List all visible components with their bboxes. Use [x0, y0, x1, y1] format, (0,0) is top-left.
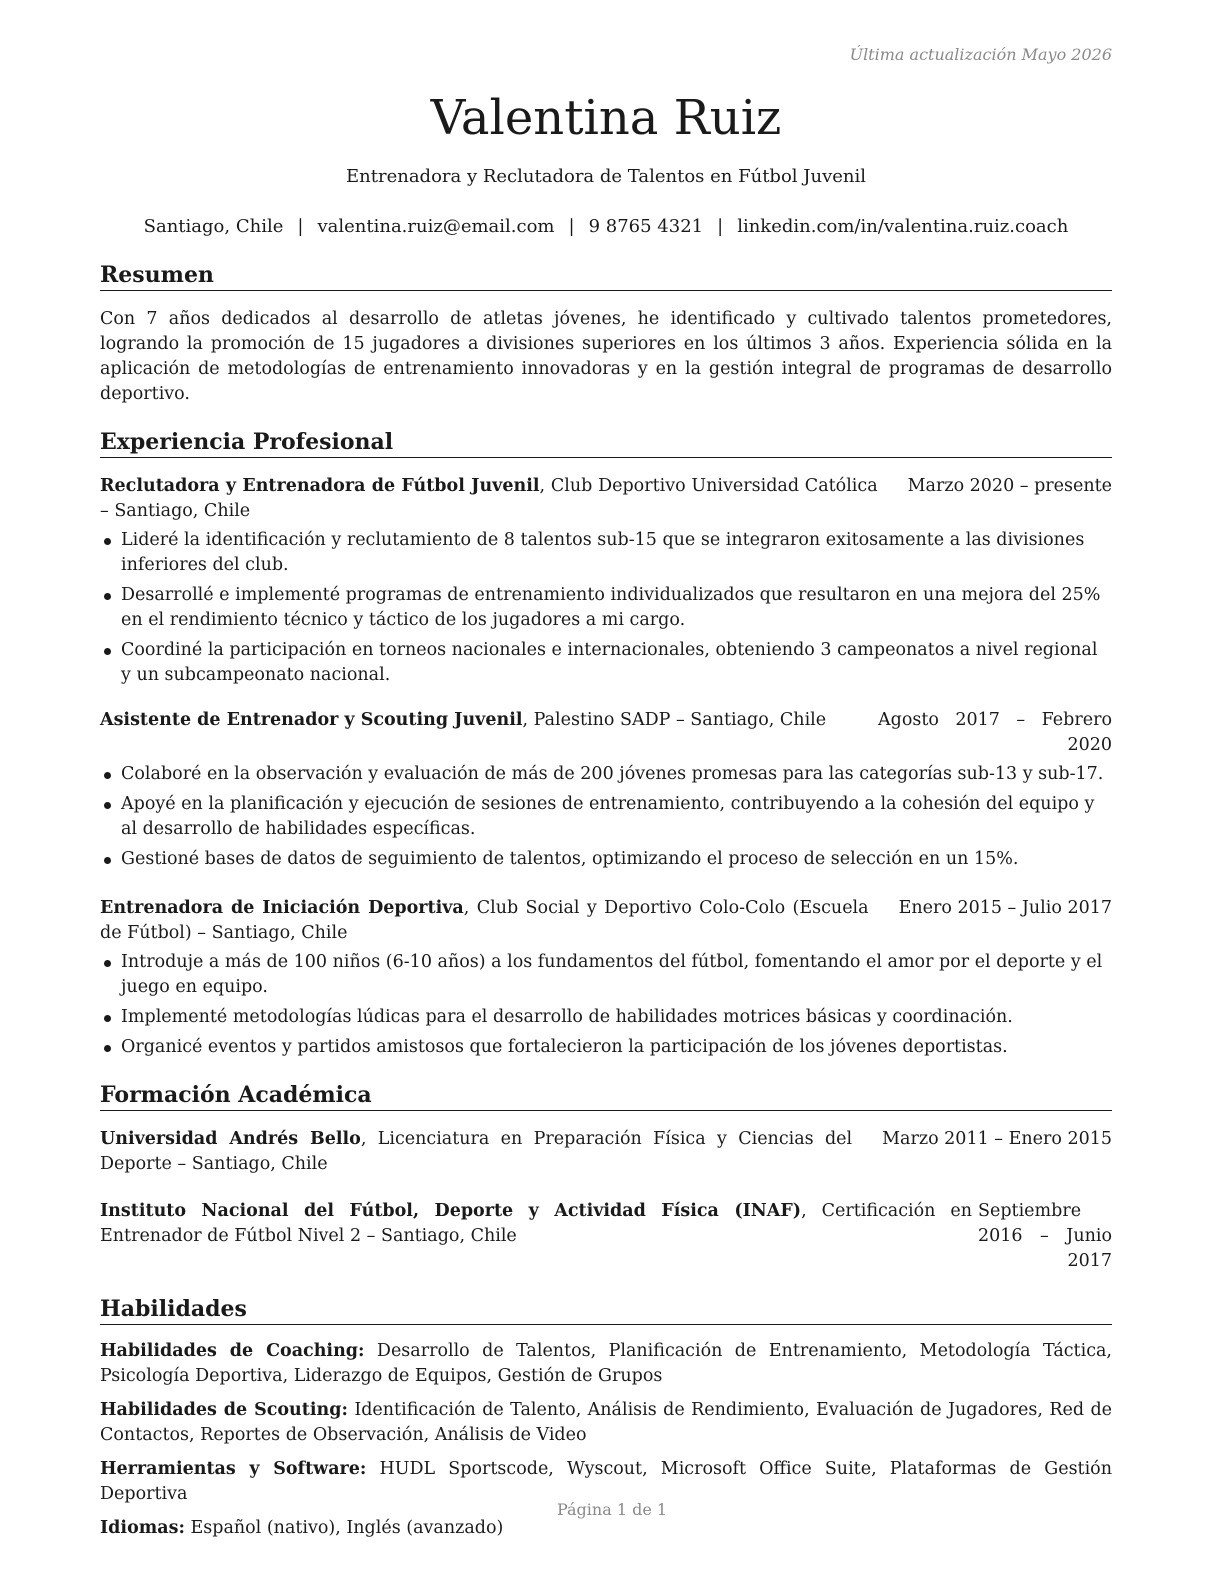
education-school: Universidad Andrés Bello: [100, 1129, 361, 1149]
education-entry: [100, 1127, 1112, 1177]
skill-value: HUDL Sportscode, Wyscout, Microsoft Office Suite, Plataformas de Gestión Deportiva: [100, 1459, 1112, 1504]
job-bullet: Colaboré en la observación y evaluación de más de 200 jóvenes promesas para las categorías sub-13 y sub-17.: [100, 762, 1112, 787]
contact-separator: |: [297, 216, 304, 237]
education-school: Instituto Nacional del Fútbol, Deporte y Actividad Física (INAF): [100, 1201, 802, 1221]
contact-separator: |: [717, 216, 724, 237]
job-dates: Marzo 2020 – presente: [907, 476, 1112, 496]
contact-phone: 9 8765 4321: [588, 216, 704, 237]
skill-label: Herramientas y Software:: [100, 1459, 367, 1479]
candidate-name: Valentina Ruiz: [430, 90, 782, 146]
section-title-education: Formación Académica: [100, 1080, 1112, 1111]
job-entry: [100, 708, 1112, 872]
skill-label: Idiomas:: [100, 1518, 185, 1538]
summary-text: Con 7 años dedicados al desarrollo de atletas jóvenes, he identificado y cultivado talentos prometedores, logrando la promoción de 15 jugadores a divisiones superiores en los últimos 3 años. Experiencia sólida en la aplicación de metodologías de entrenamiento innovadoras y en la gestión integral de programas de desarrollo deportivo.: [100, 309, 1112, 404]
job-entry: [100, 474, 1112, 688]
skill-line: [100, 1339, 1112, 1389]
education-dates: Septiembre 2016 – Junio 2017: [978, 1201, 1112, 1271]
job-bullet: Apoyé en la planificación y ejecución de sesiones de entrenamiento, contribuyendo a la cohesión del equipo y al desarrollo de habilidades específicas.: [100, 792, 1112, 842]
job-bullet: Introduje a más de 100 niños (6-10 años) a los fundamentos del fútbol, fomentando el amor por el deporte y el juego en equipo.: [100, 950, 1112, 1000]
education-detail: , Licenciatura en Preparación Física y Ciencias del Deporte – Santiago, Chile: [100, 1129, 853, 1174]
section-title-experience: Experiencia Profesional: [100, 427, 1112, 458]
contact-separator: |: [568, 216, 575, 237]
section-title-skills: Habilidades: [100, 1294, 1112, 1325]
contact-location: Santiago, Chile: [143, 216, 284, 237]
section-title-summary: Resumen: [100, 260, 1112, 291]
education-entry: [100, 1199, 1112, 1274]
job-bullet: Implementé metodologías lúdicas para el desarrollo de habilidades motrices básicas y coordinación.: [100, 1005, 1112, 1030]
job-org: , Club Social y Deportivo Colo-Colo (Escuela de Fútbol) – Santiago, Chile: [100, 898, 869, 943]
job-bullet: Organicé eventos y partidos amistosos que fortalecieron la participación de los jóvenes deportistas.: [100, 1035, 1112, 1060]
job-entry: [100, 896, 1112, 1060]
job-role: Entrenadora de Iniciación Deportiva: [100, 898, 464, 918]
job-role: Reclutadora y Entrenadora de Fútbol Juvenil: [100, 476, 540, 496]
education-dates: Marzo 2011 – Enero 2015: [882, 1129, 1112, 1149]
resume-page: [100, 40, 1112, 1541]
job-bullet: Desarrollé e implementé programas de entrenamiento individualizados que resultaron en una mejora del 25% en el rendimiento técnico y táctico de los jugadores a mi cargo.: [100, 583, 1112, 633]
job-role: Asistente de Entrenador y Scouting Juvenil: [100, 710, 523, 730]
page-number: Página 1 de 1: [556, 1500, 668, 1519]
contact-linkedin[interactable]: linkedin.com/in/valentina.ruiz.coach: [737, 216, 1069, 237]
job-org: , Palestino SADP – Santiago, Chile: [522, 710, 827, 730]
skill-line: [100, 1516, 1112, 1541]
education-detail: , Certificación en Entrenador de Fútbol Nivel 2 – Santiago, Chile: [100, 1201, 972, 1246]
skill-label: Habilidades de Scouting:: [100, 1400, 348, 1420]
job-bullet: Coordiné la participación en torneos nacionales e internacionales, obteniendo 3 campeonatos a nivel regional y un subcampeonato nacional.: [100, 638, 1112, 688]
contact-email[interactable]: valentina.ruiz@email.com: [317, 216, 555, 237]
job-dates: Enero 2015 – Julio 2017: [898, 898, 1112, 918]
job-bullet: Lideré la identificación y reclutamiento de 8 talentos sub-15 que se integraron exitosamente a las divisiones inferiores del club.: [100, 528, 1112, 578]
skill-label: Habilidades de Coaching:: [100, 1341, 365, 1361]
candidate-title: Entrenadora y Reclutadora de Talentos en Fútbol Juvenil: [346, 166, 866, 187]
job-org: , Club Deportivo Universidad Católica – Santiago, Chile: [100, 476, 878, 521]
last-updated: Última actualización Mayo 2026: [849, 45, 1112, 64]
skill-value: Desarrollo de Talentos, Planificación de Entrenamiento, Metodología Táctica, Psicología Deportiva, Liderazgo de Equipos, Gestión de Grupos: [100, 1341, 1112, 1386]
skill-value: Español (nativo), Inglés (avanzado): [184, 1518, 504, 1538]
job-dates: Agosto 2017 – Febrero 2020: [878, 710, 1112, 755]
skill-line: [100, 1398, 1112, 1448]
contact-line: [100, 214, 1112, 240]
skill-value: Identificación de Talento, Análisis de Rendimiento, Evaluación de Jugadores, Red de Contactos, Reportes de Observación, Análisis de Video: [100, 1400, 1113, 1445]
job-bullet: Gestioné bases de datos de seguimiento de talentos, optimizando el proceso de selección en un 15%.: [100, 847, 1112, 872]
